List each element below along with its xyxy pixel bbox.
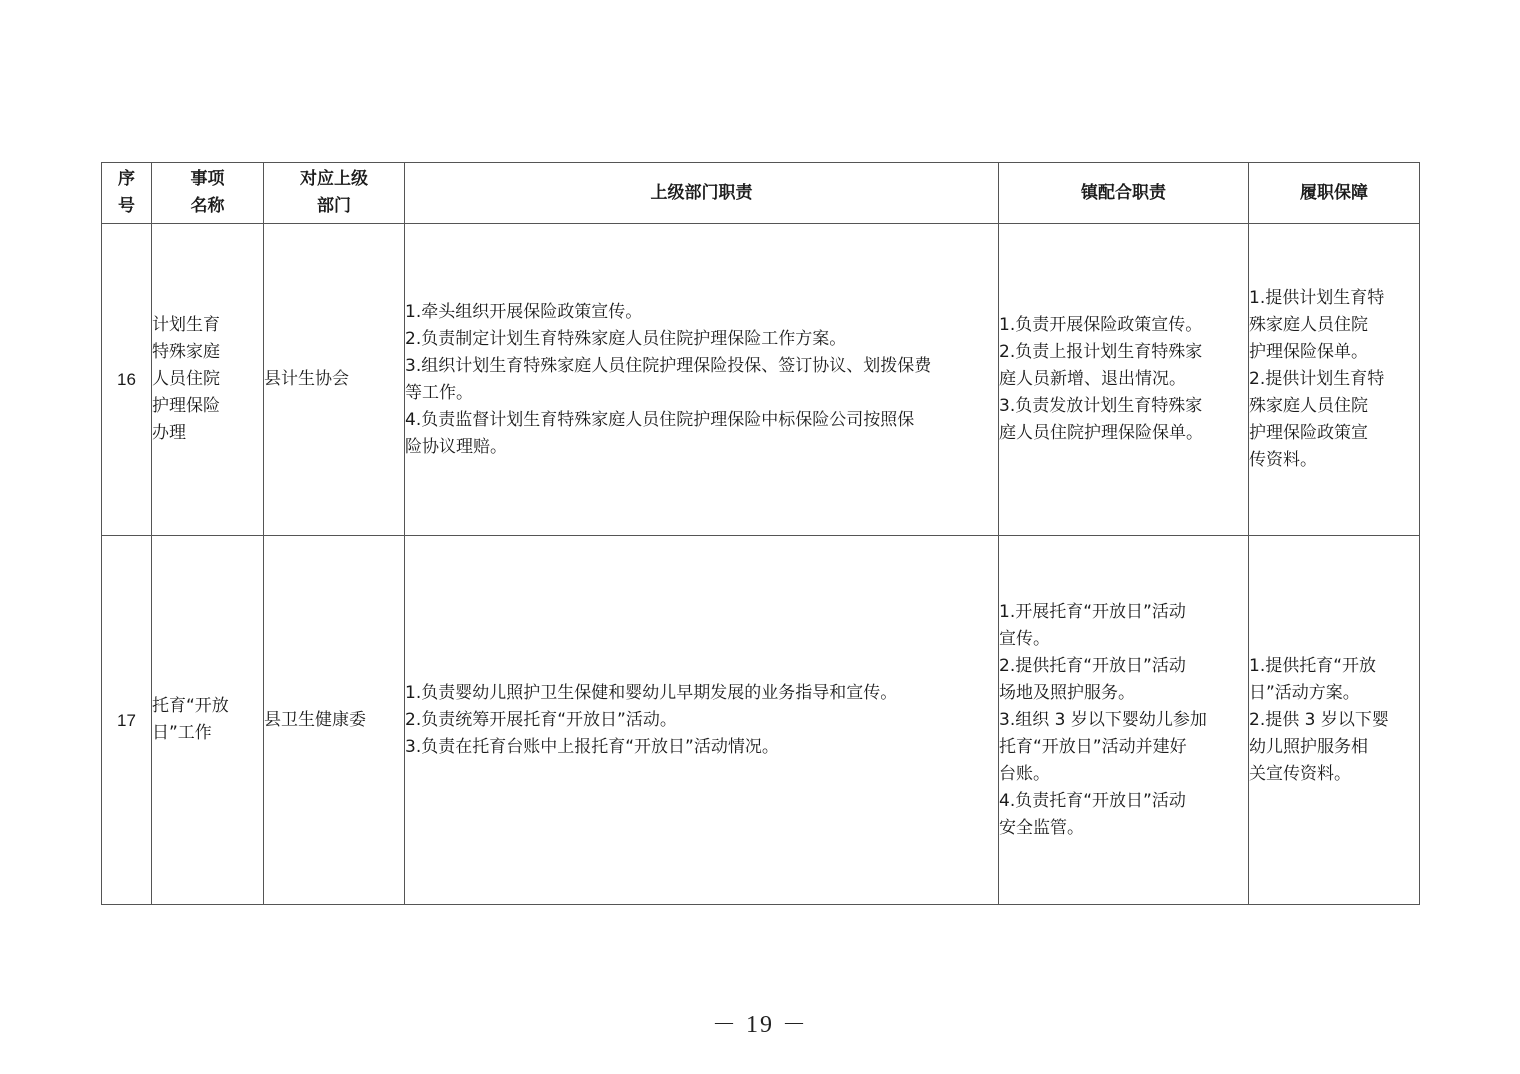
row-serial: 16 (102, 224, 152, 536)
header-guarantee: 履职保障 (1249, 163, 1420, 224)
row-item-name: 托育“开放 日”工作 (152, 536, 264, 905)
row-superior-dept: 县卫生健康委 (264, 536, 405, 905)
page-number: － 19 － (712, 1012, 808, 1038)
row-superior-dept: 县计生协会 (264, 224, 405, 536)
header-item-name: 事项 名称 (152, 163, 264, 224)
row-superior-duties: 1.负责婴幼儿照护卫生保健和婴幼儿早期发展的业务指导和宣传。 2.负责统筹开展托育“开放日”活动。 3.负责在托育台账中上报托育“开放日”活动情况。 (405, 536, 999, 905)
row-item-name: 计划生育 特殊家庭 人员住院 护理保险 办理 (152, 224, 264, 536)
header-row (102, 163, 1420, 224)
header-town-duties: 镇配合职责 (999, 163, 1249, 224)
header-superior-duties: 上级部门职责 (405, 163, 999, 224)
row-town-duties: 1.开展托育“开放日”活动 宣传。 2.提供托育“开放日”活动 场地及照护服务。 3.组织 3 岁以下婴幼儿参加 托育“开放日”活动并建好 台账。 4.负责托育“开放日”活动 安全监管。 (999, 536, 1249, 905)
duties-table (101, 162, 1420, 905)
row-superior-duties: 1.牵头组织开展保险政策宣传。 2.负责制定计划生育特殊家庭人员住院护理保险工作方案。 3.组织计划生育特殊家庭人员住院护理保险投保、签订协议、划拨保费 等工作。 4.负责监督计划生育特殊家庭人员住院护理保险中标保险公司按照保 险协议理赔。 (405, 224, 999, 536)
header-superior-dept: 对应上级 部门 (264, 163, 405, 224)
row-guarantee: 1.提供托育“开放 日”活动方案。 2.提供 3 岁以下婴 幼儿照护服务相 关宣传资料。 (1249, 536, 1420, 905)
table-row (102, 536, 1420, 905)
row-serial: 17 (102, 536, 152, 905)
row-town-duties: 1.负责开展保险政策宣传。 2.负责上报计划生育特殊家 庭人员新增、退出情况。 3.负责发放计划生育特殊家 庭人员住院护理保险保单。 (999, 224, 1249, 536)
table-row (102, 224, 1420, 536)
row-guarantee: 1.提供计划生育特 殊家庭人员住院 护理保险保单。 2.提供计划生育特 殊家庭人员住院 护理保险政策宣 传资料。 (1249, 224, 1420, 536)
header-serial: 序 号 (102, 163, 152, 224)
